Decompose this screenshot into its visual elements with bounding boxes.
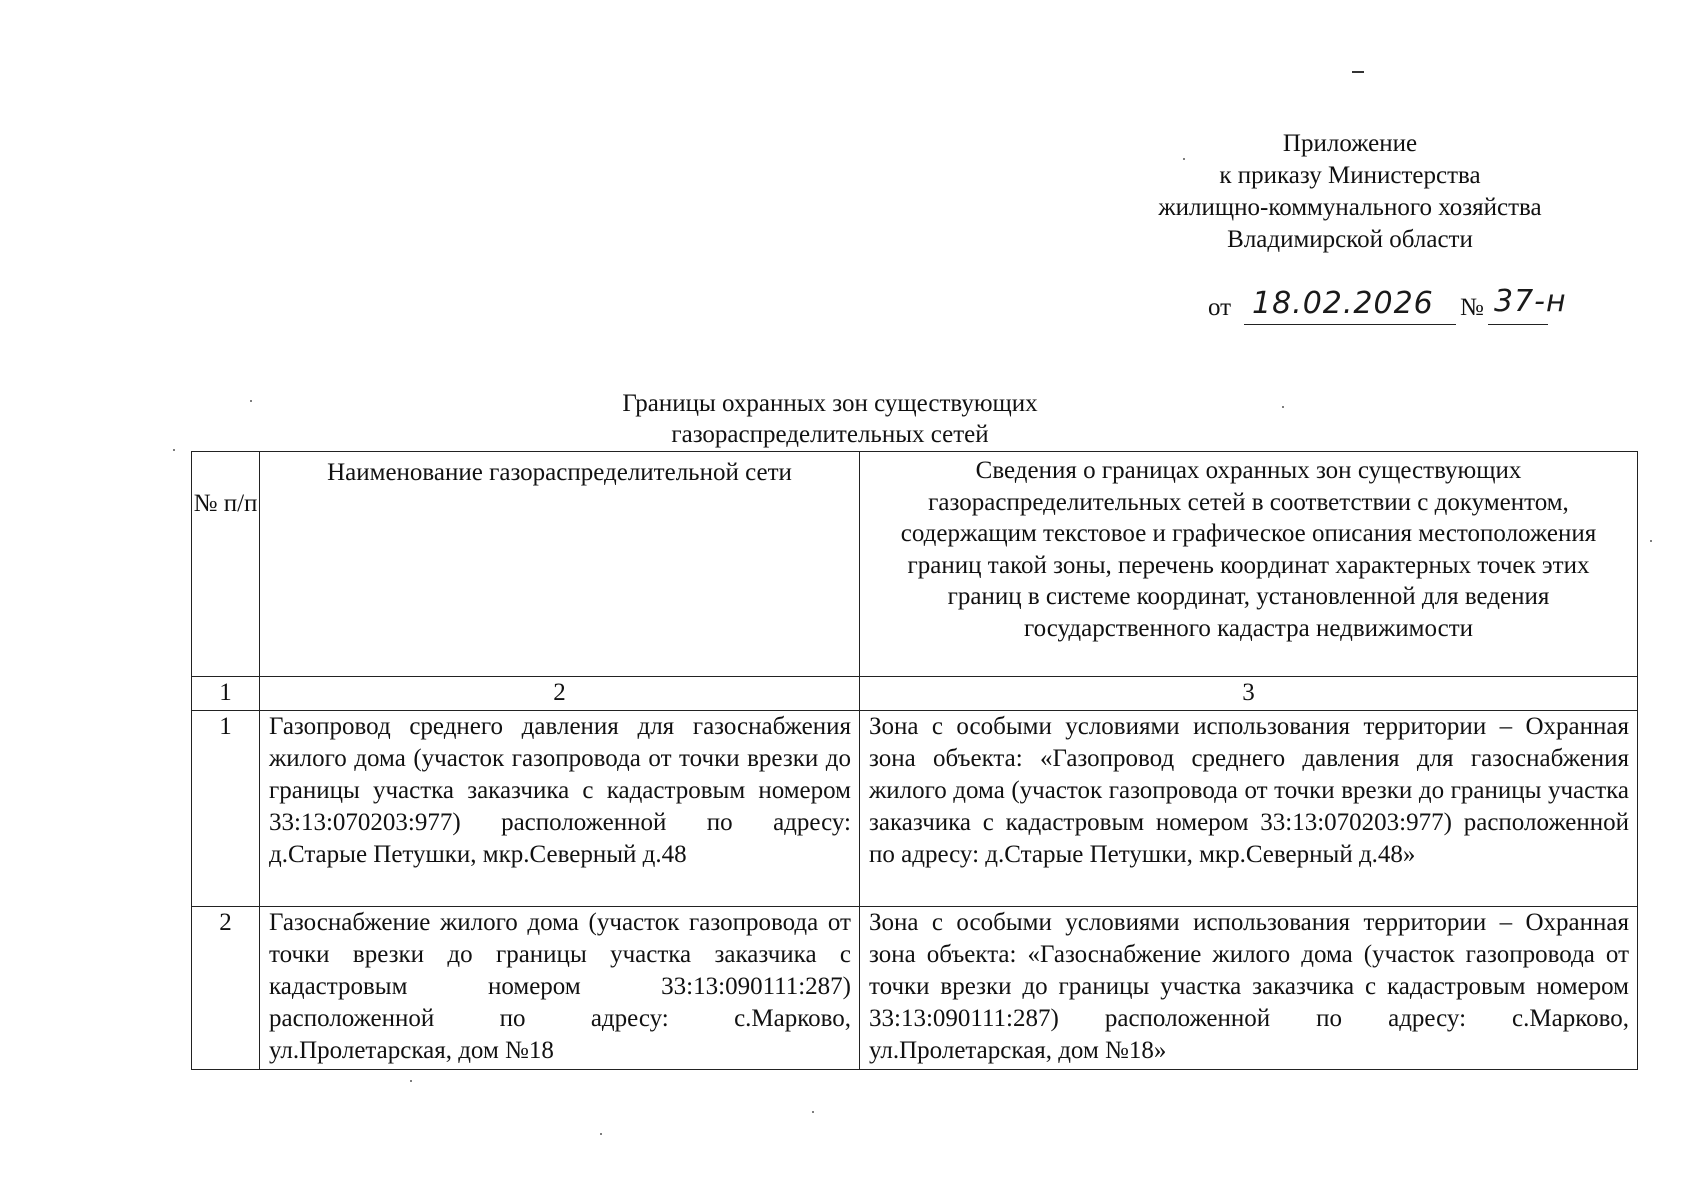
- scan-speck: [1282, 406, 1284, 408]
- annex-line-4: Владимирской области: [1227, 226, 1473, 253]
- row-number: 2: [192, 907, 260, 1070]
- protection-zones-table: [191, 451, 1638, 1070]
- number-underline: [1488, 324, 1548, 325]
- document-title: [500, 388, 1160, 450]
- annex-line-2: к приказу Министерства: [1219, 162, 1481, 189]
- column-number: 1: [192, 677, 260, 711]
- row-number: 1: [192, 711, 260, 907]
- table-row: [192, 907, 1638, 1070]
- header-name: Наименование газораспределительной сети: [260, 452, 860, 677]
- scan-speck: [1650, 540, 1652, 542]
- network-name: Газоснабжение жилого дома (участок газопровода от точки врезки до границы участка заказчика с кадастровым номером 33:13:090111:287) расположенной по адресу: с.Марково, ул.Пролетарская, дом №18: [260, 907, 860, 1070]
- zone-info: Зона с особыми условиями использования территории – Охранная зона объекта: «Газоснабжение жилого дома (участок газопровода от точки врезки до границы участка заказчика с кадастровым номером 33:13:090111:287) расположенной по адресу: с.Марково, ул.Пролетарская, дом №18»: [860, 907, 1638, 1070]
- scan-speck: [600, 1133, 602, 1135]
- column-number: 2: [260, 677, 860, 711]
- header-info: Сведения о границах охранных зон существующих газораспределительных сетей в соответствии с документом, содержащим текстовое и графическое описания местоположения границ такой зоны, перечень координат характерных точек этих границ в системе координат, установленной для ведения государственного кадастра недвижимости: [860, 452, 1638, 677]
- date-underline: [1244, 324, 1456, 325]
- scan-speck: [410, 1080, 412, 1082]
- date-prefix: от: [1208, 294, 1232, 321]
- handwritten-date: 18.02.2026: [1252, 286, 1434, 321]
- scan-speck: [173, 449, 175, 451]
- table-row: [192, 711, 1638, 907]
- column-numbers-row: [192, 677, 1638, 711]
- scan-dash-mark: [1352, 71, 1364, 73]
- handwritten-number: 37-н: [1494, 284, 1567, 319]
- title-line-1: Границы охранных зон существующих: [622, 390, 1038, 417]
- column-number: 3: [860, 677, 1638, 711]
- annex-line-1: Приложение: [1282, 130, 1418, 157]
- table-header-row: [192, 452, 1638, 677]
- annex-header: [1150, 128, 1550, 256]
- network-name: Газопровод среднего давления для газоснабжения жилого дома (участок газопровода от точки врезки до границы участка заказчика с кадастровым номером 33:13:070203:977) расположенной по адресу: д.Старые Петушки, мкр.Северный д.48: [260, 711, 860, 907]
- scan-speck: [812, 1111, 814, 1113]
- title-line-2: газораспределительных сетей: [671, 421, 989, 448]
- zone-info: Зона с особыми условиями использования территории – Охранная зона объекта: «Газопровод среднего давления для газоснабжения жилого дома (участок газопровода от точки врезки до границы участка заказчика с кадастровым номером 33:13:070203:977) расположенной по адресу: д.Старые Петушки, мкр.Северный д.48»: [860, 711, 1638, 907]
- annex-line-3: жилищно-коммунального хозяйства: [1158, 194, 1542, 221]
- header-num: № п/п: [192, 452, 260, 677]
- order-date-number: [1208, 284, 1608, 330]
- scan-speck: [250, 400, 252, 402]
- number-prefix: №: [1460, 294, 1484, 321]
